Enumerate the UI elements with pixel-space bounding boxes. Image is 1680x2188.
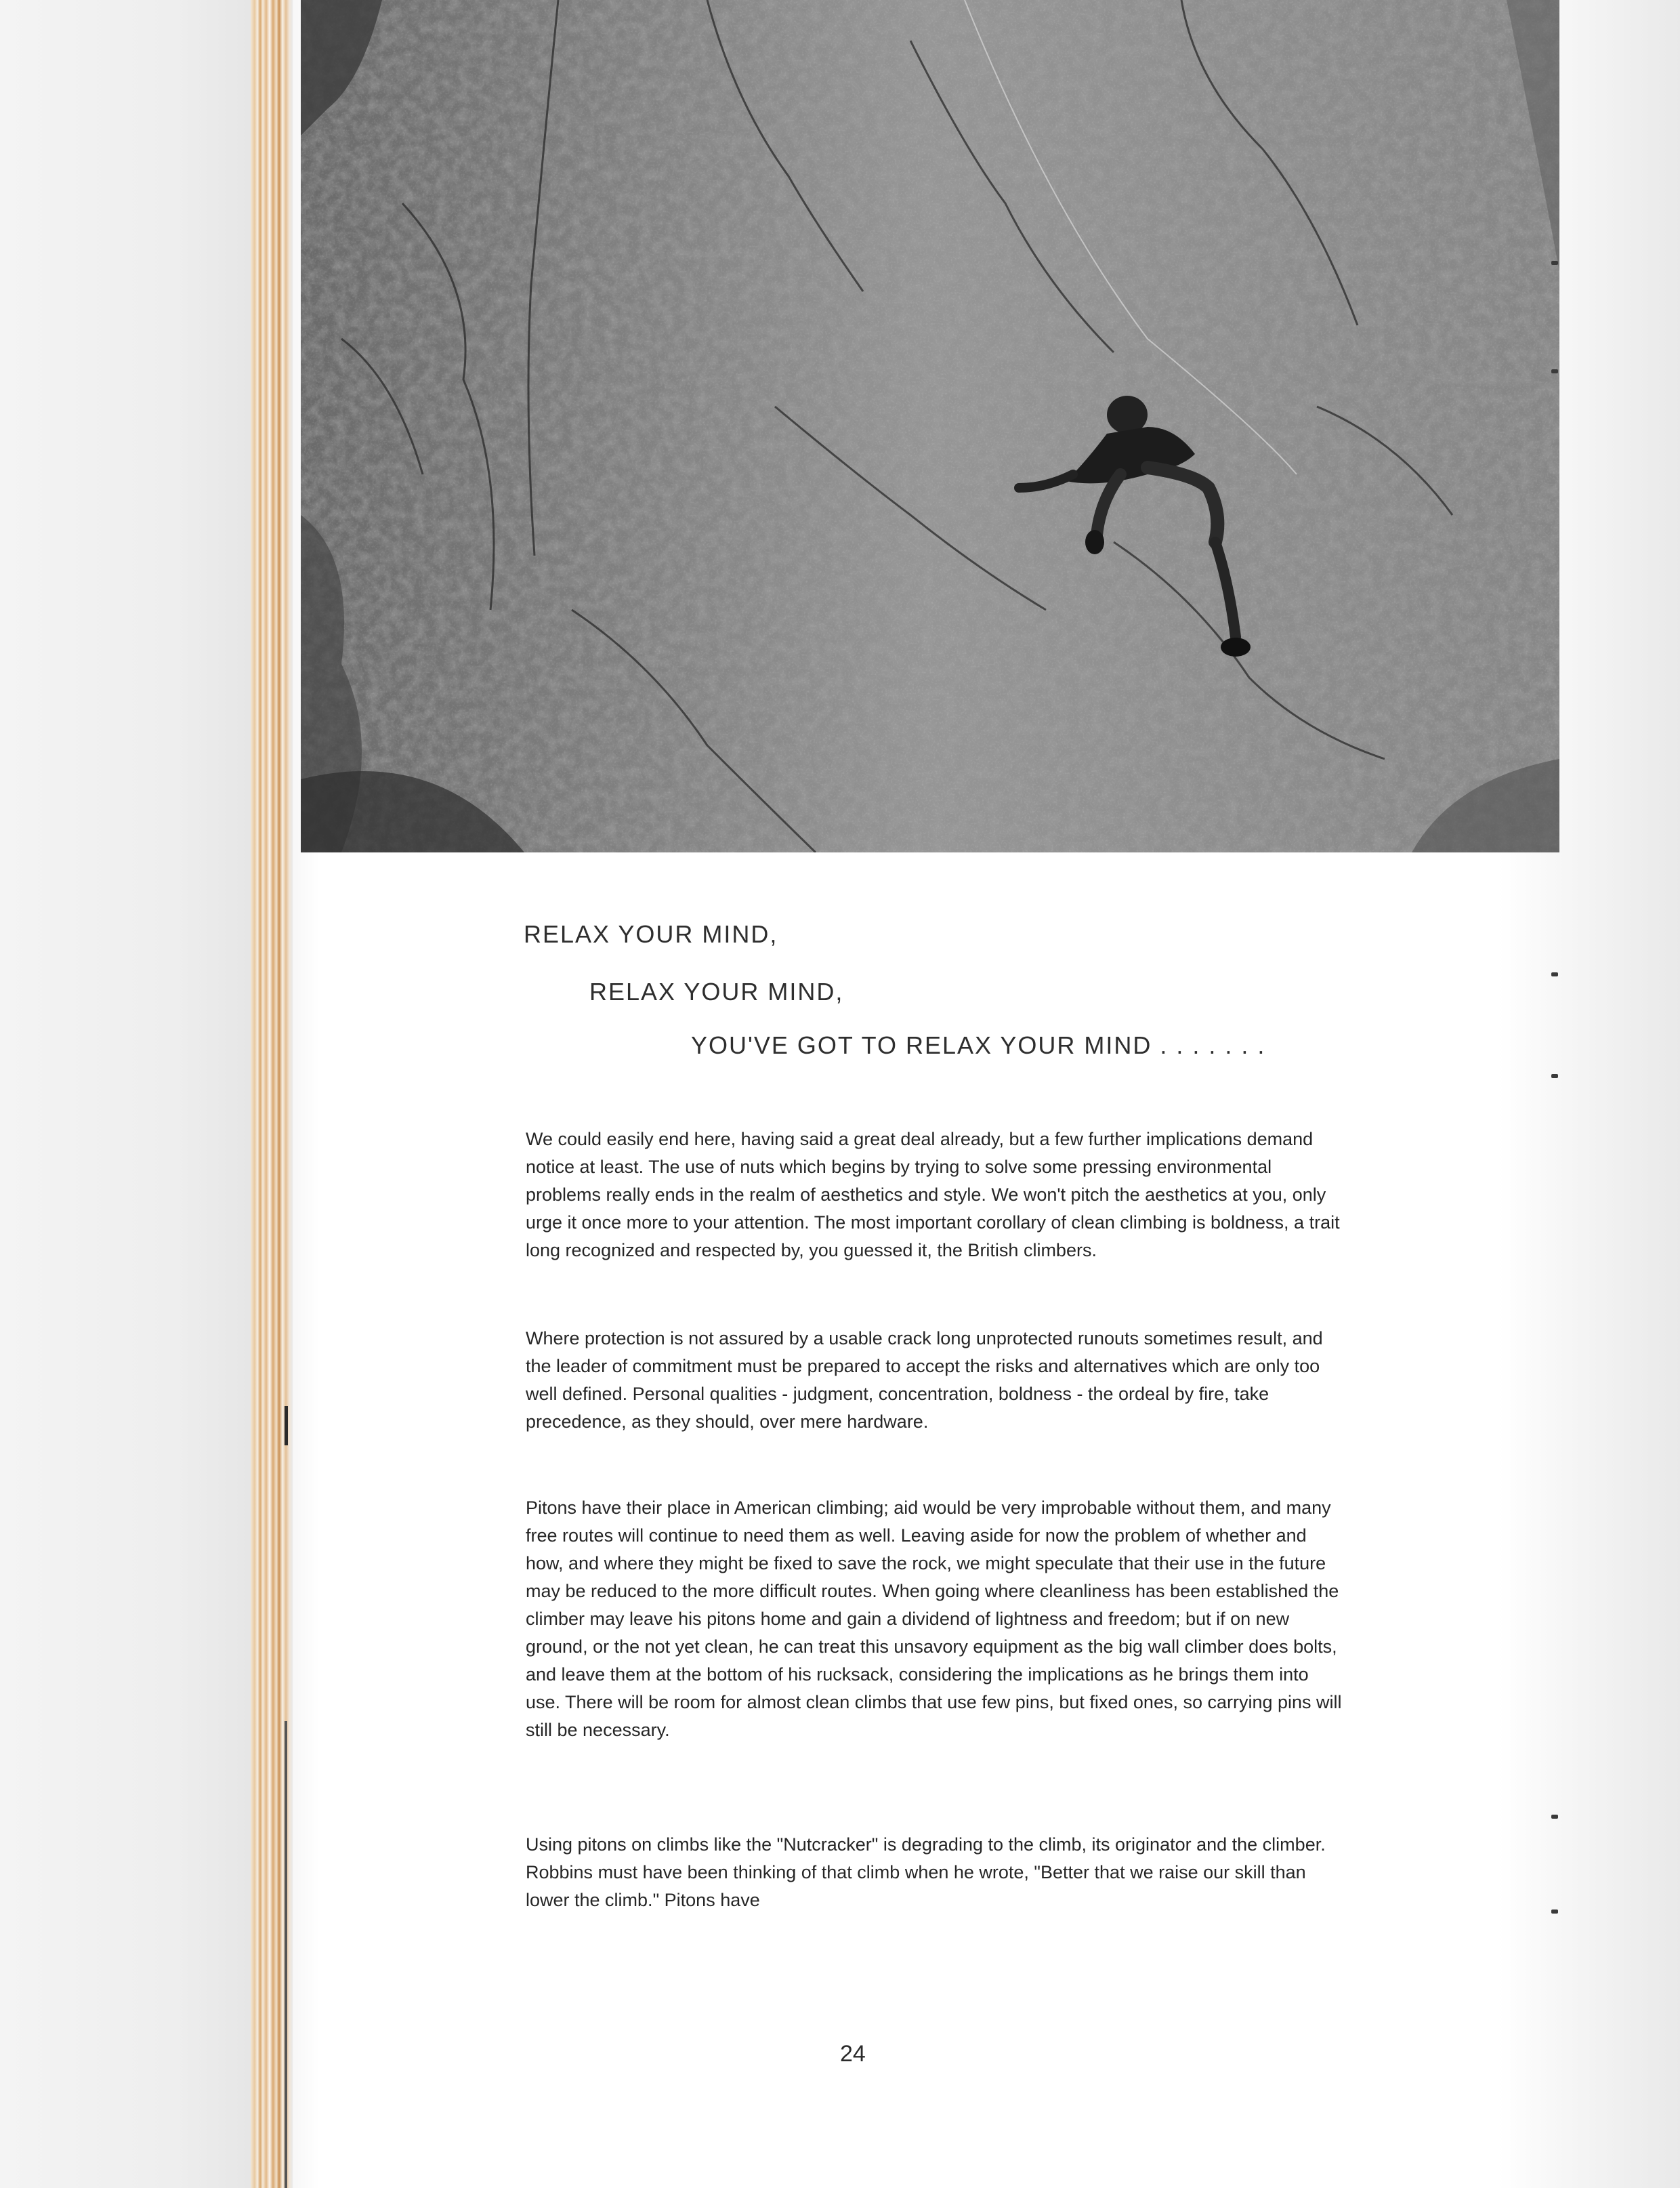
margin-dot: [1551, 369, 1558, 373]
heading-line-2: RELAX YOUR MIND,: [589, 978, 844, 1006]
margin-dot: [1551, 972, 1558, 976]
body-paragraph-4: Using pitons on climbs like the "Nutcracker" is degrading to the climb, its originator and the climber. Robbins must have been thinking of that climb when he wrote, "Better that we raise our skill than lower the climb." Pitons have: [526, 1834, 1326, 1910]
body-paragraph-3: Pitons have their place in American climbing; aid would be very improbable without them, and many free routes will continue to need them as well. Leaving aside for now the problem of whether and how, and where they might be fixed to save the rock, we might speculate that their use in the future may be reduced to the more difficult routes. When going where cleanliness has been established the climber may leave his pitons home and gain a dividend of lightness and freedom; but if on new ground, or the not yet clean, he can treat this unsavory equipment as the big wall climber does bolts, and leave them at the bottom of his rucksack, considering the implications as he brings them into use. There will be room for almost clean climbs that use few pins, but fixed ones, so carrying pins will still be necessary.: [526, 1498, 1342, 1740]
gutter-mark: [285, 1721, 287, 2188]
heading-line-3: YOU'VE GOT TO RELAX YOUR MIND . . . . . . .: [691, 1031, 1266, 1059]
climber-on-rock-face-photo: [301, 0, 1559, 852]
body-paragraph-1: We could easily end here, having said a great deal already, but a few further implications demand notice at least. The use of nuts which begins by trying to solve some pressing environmental problems really ends in the realm of aesthetics and style. We won't pitch the aesthetics at you, only urge it once more to your attention. The most important corollary of clean climbing is boldness, a trait long recognized and respected by, you guessed it, the British climbers.: [526, 1129, 1340, 1260]
heading-line-1: RELAX YOUR MIND,: [524, 920, 778, 948]
body-paragraph-2: Where protection is not assured by a usable crack long unprotected runouts sometimes result, and the leader of commitment must be prepared to accept the risks and alternatives which are only too well defined. Personal qualities - judgment, concentration, boldness - the ordeal by fire, take precedence, as they should, over mere hardware.: [526, 1328, 1323, 1432]
page-number: 24: [840, 2041, 866, 2067]
scanner-background: [0, 0, 251, 2188]
margin-dot: [1551, 1910, 1558, 1914]
margin-dot: [1551, 1074, 1558, 1078]
margin-dot: [1551, 261, 1558, 265]
gutter-mark: [285, 1406, 288, 1445]
margin-dot: [1551, 1815, 1558, 1819]
